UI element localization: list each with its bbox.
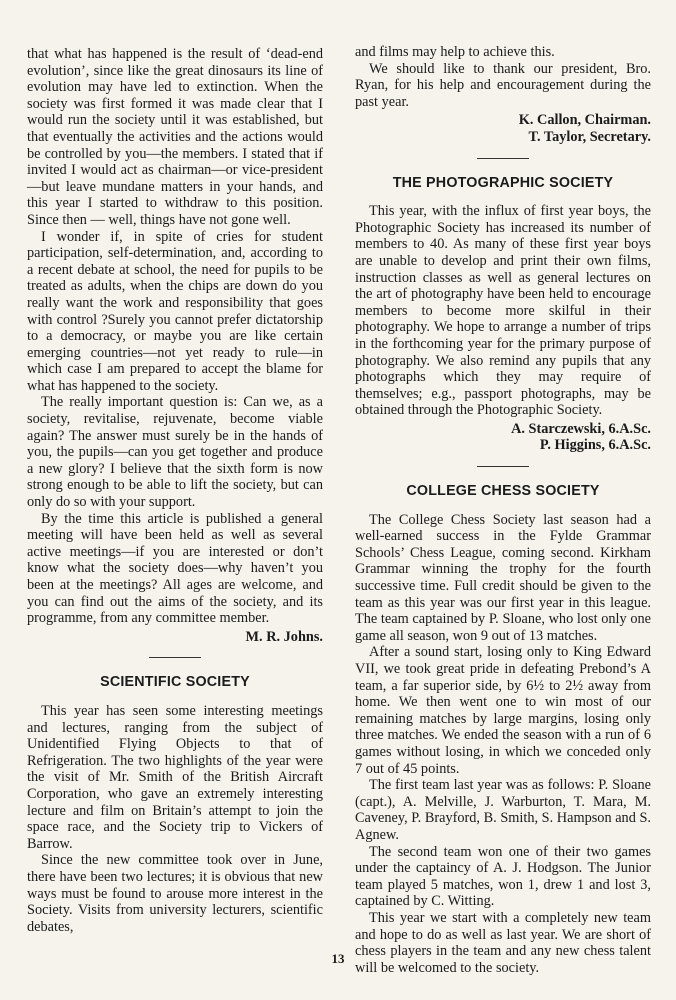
photographic-signatures xyxy=(355,421,651,454)
article-paragraph: This year, with the influx of first year boys, the Photographic Society has increased its number of members to 40. As many of these first year boys are unable to develop and print their own films, instruction classes as well as general lectures on the art of photography have been held to encourage members to become more skilful in their photography. We hope to arrange a number of trips in the forthcoming year for the primary purpose of photography. We also remind any pupils that any photographs which they may require of themselves; e.g., passport photographs, may be obtained through the Photographic Society. xyxy=(355,203,651,419)
article-paragraph: and films may help to achieve this. xyxy=(355,44,555,60)
article-paragraph: The second team won one of their two games under the captaincy of A. J. Hodgson. The Junior team played 5 matches, won 1, drew 1 and lost 3, captained by C. Witting. xyxy=(355,843,651,910)
section-divider xyxy=(477,158,529,159)
signature-name: A. Starczewski, 6.A.Sc. xyxy=(511,420,651,437)
signature-name: K. Callon, Chairman. xyxy=(518,112,651,129)
signature-name: M. R. Johns. xyxy=(245,628,323,645)
article-paragraph: The first team last year was as follows: P. Sloane (capt.), A. Melville, J. Warburton, T. Mara, M. Caveney, P. Brayford, B. Smith, S. Hampson and S. Agnew. xyxy=(355,777,651,843)
section-heading-photographic: THE PHOTOGRAPHIC SOCIETY xyxy=(392,174,614,191)
scientific-signatures xyxy=(355,112,651,145)
article-paragraph: By the time this article is published a general meeting will have been held as well as several active meetings—if you are interested or don’t know what the society does—why haven’t you been at the meetings? All ages are welcome, and you can find out the aims of the society, and its programme, from any committee member. xyxy=(27,510,323,627)
signature-name: T. Taylor, Secretary. xyxy=(528,128,651,145)
article-paragraph: The really important question is: Can we, as a society, revitalise, rejuvenate, become viable again? The answer must surely be in the hands of you, the pupils—can you get together and produce a new glory? I believe that the sixth form is now strong enough to be able to lift the society, but can only do so with your support. xyxy=(27,394,323,511)
article-signature xyxy=(27,629,323,646)
signature-name: P. Higgins, 6.A.Sc. xyxy=(539,437,651,454)
article-paragraph: This year has seen some interesting meetings and lectures, ranging from the subject of Unidentified Flying Objects to that of Refrigeration. The two highlights of the year were the visit of Mr. Smith of the British Aircraft Corporation, who gave an extremely interesting lecture and film on Britain’s attempt to join the space race, and the Society trip to Vickers of Barrow. xyxy=(27,702,323,852)
article-paragraph: This year we start with a completely new team and hope to do as well as last year. We are short of chess players in the team and any new chess talent will be welcomed to the society. xyxy=(355,909,651,976)
article-paragraph: The College Chess Society last season had a well-earned success in the Fylde Grammar Schools’ Chess League, coming second. Kirkham Grammar winning the trophy for the fourth successive time. Full credit should be given to the team as this year was our first year in this league. The team captained by P. Sloane, who lost only one game all season, won 9 out of 13 matches. xyxy=(355,511,651,644)
article-paragraph: that what has happened is the result of ‘dead-end evolution’, since like the great dinosaurs its line of evolution may have led to extinction. When the society was first formed it was made clear that I would run the society until it was established, but that eventually the activities and the actions would be controlled by you—the members. I stated that if invited I would act as chairman—or vice-president—but leave mundane matters in your hands, and this year I started to withdraw to this position. Since then — well, things have not gone well. xyxy=(27,46,323,228)
article-paragraph: I wonder if, in spite of cries for student participation, self-determination, and, according to a recent debate at school, the need for pupils to be treated as adults, when the chips are down do you really want the work and responsibility that goes with control ?Surely you cannot prefer dictatorship to a democracy, or maybe you are like certain emerging countries—not yet ready to rule—in which case I am prepared to accept the blame for what has happened to the society. xyxy=(27,228,323,394)
article-paragraph: We should like to thank our president, Bro. Ryan, for his help and encouragement during the past year. xyxy=(355,60,651,110)
article-paragraph: Since the new committee took over in June, there have been two lectures; it is obvious that new ways must be found to arouse more interest in the Society. Visits from university lecturers, scientific debates, xyxy=(27,852,323,935)
page-number: 13 xyxy=(331,951,345,966)
section-divider xyxy=(149,657,201,658)
section-heading-chess: COLLEGE CHESS SOCIETY xyxy=(406,483,600,500)
left-column xyxy=(27,46,323,935)
right-column xyxy=(355,44,651,976)
section-heading-scientific: SCIENTIFIC SOCIETY xyxy=(100,674,250,691)
article-paragraph: After a sound start, losing only to King Edward VII, we took great pride in defeating Prebond’s A team, a far superior side, by 6½ to 2½ away from home. We then went one to win most of our remaining matches by large margins, losing only three matches. We ended the season with a run of 6 games without losing, in which we conceded only 7 out of 45 points. xyxy=(355,644,651,777)
section-divider xyxy=(477,466,529,467)
